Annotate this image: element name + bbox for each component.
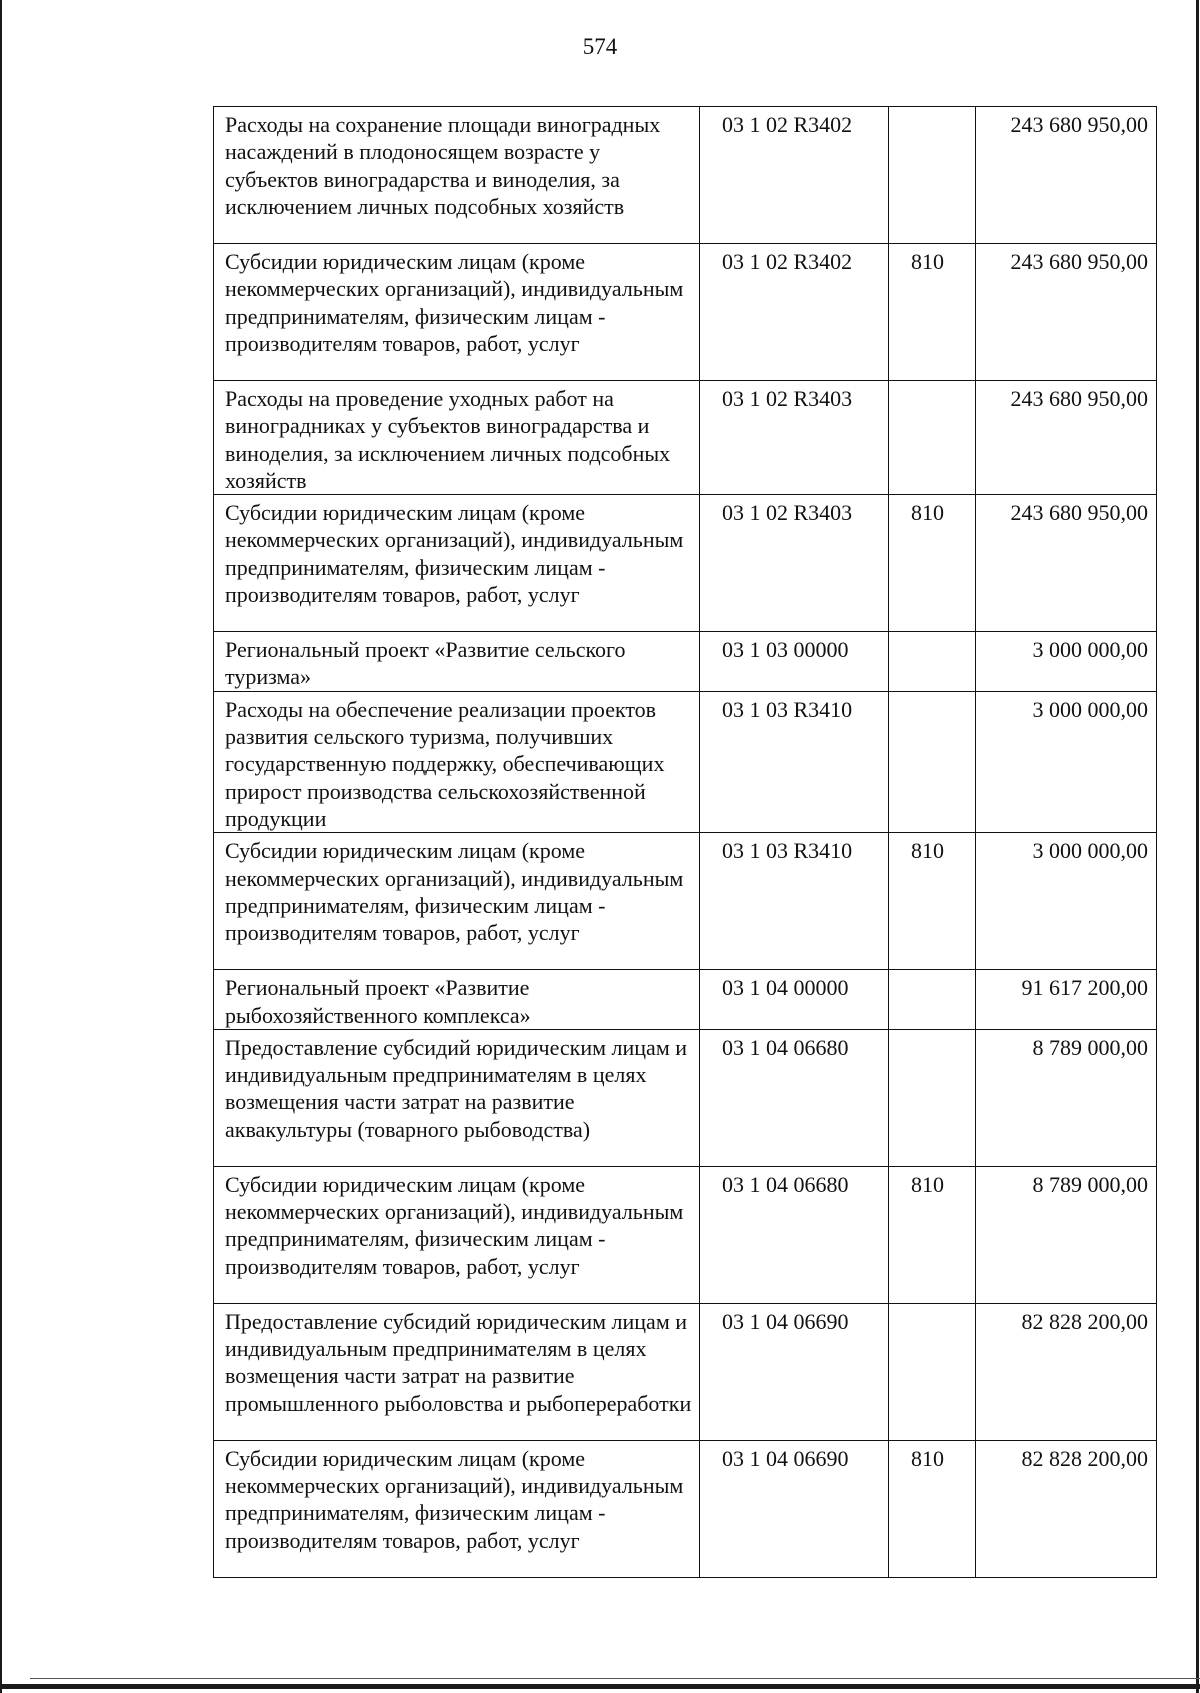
page-number: 574 [582, 34, 618, 59]
row-type-cell [889, 691, 976, 832]
row-amount-cell: 8 789 000,00 [976, 1166, 1157, 1303]
table-row [214, 244, 1157, 381]
scan-border-bottom-thin [30, 1678, 1200, 1679]
row-name-cell: Субсидии юридическим лицам (кроме некоммерческих организаций), индивидуальным предпринимателям, физическим лицам - производителям товаров, работ, услуг [214, 1166, 700, 1303]
table-row [214, 1440, 1157, 1577]
row-code-cell: 03 1 04 06690 [700, 1440, 889, 1577]
row-type-cell [889, 107, 976, 244]
row-name-cell: Расходы на проведение уходных работ на виноградниках у субъектов виноградарства и виноделия, за исключением личных подсобных хозяйств [214, 381, 700, 495]
row-amount-cell: 82 828 200,00 [976, 1303, 1157, 1440]
row-type-cell [889, 1303, 976, 1440]
row-code-cell: 03 1 02 R3403 [700, 495, 889, 632]
row-amount-cell: 82 828 200,00 [976, 1440, 1157, 1577]
table-row [214, 970, 1157, 1030]
row-name-cell: Предоставление субсидий юридическим лицам и индивидуальным предпринимателям в целях возмещения части затрат на развитие аквакультуры (товарного рыбоводства) [214, 1029, 700, 1166]
table-row [214, 691, 1157, 832]
row-type-cell: 810 [889, 495, 976, 632]
row-code-cell: 03 1 04 06690 [700, 1303, 889, 1440]
row-name-cell: Региональный проект «Развитие сельского туризма» [214, 632, 700, 692]
table-row [214, 381, 1157, 495]
row-type-cell: 810 [889, 1166, 976, 1303]
row-amount-cell: 243 680 950,00 [976, 107, 1157, 244]
row-type-cell [889, 632, 976, 692]
row-amount-cell: 3 000 000,00 [976, 833, 1157, 970]
table-row [214, 833, 1157, 970]
table-row [214, 1029, 1157, 1166]
row-code-cell: 03 1 04 06680 [700, 1166, 889, 1303]
row-amount-cell: 8 789 000,00 [976, 1029, 1157, 1166]
row-amount-cell: 243 680 950,00 [976, 244, 1157, 381]
row-amount-cell: 3 000 000,00 [976, 691, 1157, 832]
row-code-cell: 03 1 03 R3410 [700, 691, 889, 832]
row-name-cell: Субсидии юридическим лицам (кроме некоммерческих организаций), индивидуальным предпринимателям, физическим лицам - производителям товаров, работ, услуг [214, 244, 700, 381]
row-amount-cell: 3 000 000,00 [976, 632, 1157, 692]
row-code-cell: 03 1 02 R3403 [700, 381, 889, 495]
table-row [214, 632, 1157, 692]
row-type-cell: 810 [889, 244, 976, 381]
row-name-cell: Субсидии юридическим лицам (кроме некоммерческих организаций), индивидуальным предпринимателям, физическим лицам - производителям товаров, работ, услуг [214, 1440, 700, 1577]
row-code-cell: 03 1 04 00000 [700, 970, 889, 1030]
scan-border-left [0, 0, 2, 1693]
row-type-cell [889, 1029, 976, 1166]
row-code-cell: 03 1 04 06680 [700, 1029, 889, 1166]
row-type-cell: 810 [889, 833, 976, 970]
table-row [214, 107, 1157, 244]
row-type-cell [889, 381, 976, 495]
row-name-cell: Субсидии юридическим лицам (кроме некоммерческих организаций), индивидуальным предпринимателям, физическим лицам - производителям товаров, работ, услуг [214, 495, 700, 632]
budget-table [213, 106, 1157, 1578]
row-name-cell: Субсидии юридическим лицам (кроме некоммерческих организаций), индивидуальным предпринимателям, физическим лицам - производителям товаров, работ, услуг [214, 833, 700, 970]
row-code-cell: 03 1 03 00000 [700, 632, 889, 692]
table-row [214, 495, 1157, 632]
row-name-cell: Предоставление субсидий юридическим лицам и индивидуальным предпринимателям в целях возмещения части затрат на развитие промышленного рыболовства и рыбопереработки [214, 1303, 700, 1440]
row-amount-cell: 91 617 200,00 [976, 970, 1157, 1030]
row-amount-cell: 243 680 950,00 [976, 495, 1157, 632]
row-type-cell: 810 [889, 1440, 976, 1577]
scan-border-right [1196, 0, 1199, 1693]
scan-border-bottom [0, 1684, 1200, 1689]
row-code-cell: 03 1 03 R3410 [700, 833, 889, 970]
row-code-cell: 03 1 02 R3402 [700, 244, 889, 381]
row-name-cell: Расходы на обеспечение реализации проектов развития сельского туризма, получивших государственную поддержку, обеспечивающих прирост производства сельскохозяйственной продукции [214, 691, 700, 832]
row-name-cell: Региональный проект «Развитие рыбохозяйственного комплекса» [214, 970, 700, 1030]
table-row [214, 1303, 1157, 1440]
row-code-cell: 03 1 02 R3402 [700, 107, 889, 244]
row-type-cell [889, 970, 976, 1030]
table-row [214, 1166, 1157, 1303]
row-name-cell: Расходы на сохранение площади виноградных насаждений в плодоносящем возрасте у субъектов виноградарства и виноделия, за исключением личных подсобных хозяйств [214, 107, 700, 244]
row-amount-cell: 243 680 950,00 [976, 381, 1157, 495]
